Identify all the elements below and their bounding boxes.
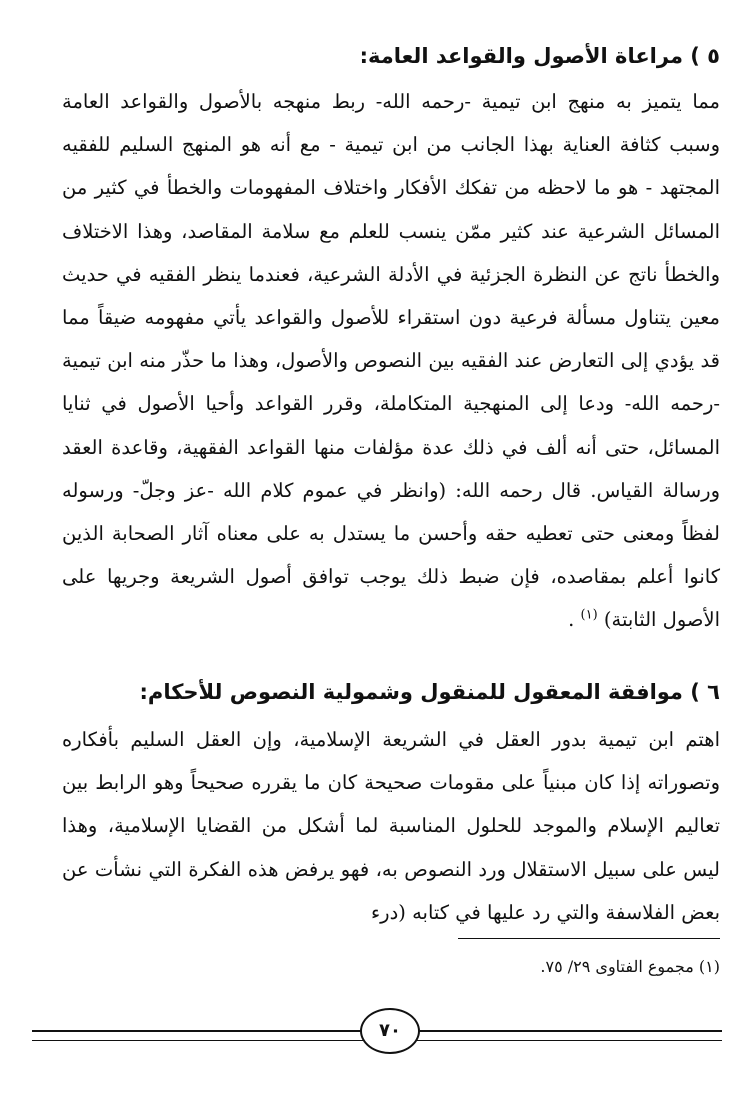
section-heading-6 xyxy=(62,670,720,714)
footnote-divider xyxy=(458,938,720,939)
section-heading-5 xyxy=(62,34,720,78)
footnote: (١) مجموع الفتاوى ٢٩/ ٧٥. xyxy=(540,957,720,976)
paragraph-text: مما يتميز به منهج ابن تيمية -رحمه الله- ربط منهجه بالأصول والقواعد العامة وسبب كثافة العناية بهذا الجانب من ابن تيمية - مع أنه هو المنهج السليم للفقيه المجتهد - هو ما لاحظه من تفكك الأفكار واختلاف المفهومات والخطأ في كثير من المسائل الشرعية عند كثير ممّن ينسب للعلم مع سلامة المقاصد، وهذا الاختلاف والخطأ ناتج عن النظرة الجزئية في الأدلة الشرعية، فعندما ينظر الفقيه في حديث معين يتناول مسألة فرعية دون استقراء للأصول والقواعد يأتي مفهومه ضيقاً مما قد يؤدي إلى التعارض عند الفقيه بين النصوص والأصول، وهذا ما حذّر منه ابن تيمية -رحمه الله- ودعا إلى المنهجية المتكاملة، وقرر القواعد وأحيا الأصول في ثنايا المسائل، حتى أنه ألف في ذلك عدة مؤلفات منها القواعد الفقهية، وقاعدة العقد ورسالة القياس. قال رحمه الله: (وانظر في عموم كلام الله -عز وجلّ- ورسوله لفظاً ومعنى حتى تعطيه حقه وأحسن ما يستدل به على معناه آثار الصحابة الذين كانوا أعلم بمقاصده، فإن ضبط ذلك يوجب توافق أصول الشريعة وجريها على الأصول الثابتة) xyxy=(62,90,720,632)
footnote-reference[interactable]: (١) xyxy=(580,607,598,623)
page-number: ٧٠ xyxy=(379,1020,401,1041)
paragraph-end-mark: . xyxy=(568,608,575,632)
book-page xyxy=(62,30,720,1090)
section-title: ) مراعاة الأصول والقواعد العامة: xyxy=(359,44,700,68)
body-paragraph-2 xyxy=(62,718,720,934)
section-title: ) موافقة المعقول للمنقول وشمولية النصوص للأحكام: xyxy=(139,680,700,704)
body-paragraph-1 xyxy=(62,80,720,642)
page-number-oval xyxy=(360,1008,420,1054)
section-number: ٦ xyxy=(707,680,720,704)
section-number: ٥ xyxy=(707,44,720,68)
paragraph-text: اهتم ابن تيمية بدور العقل في الشريعة الإسلامية، وإن العقل السليم بأفكاره وتصوراته إذا كان مبنياً على مقومات صحيحة كان ما يقرره صحيحاً وهو الرابط بين تعاليم الإسلام والموجد للحلول المناسبة لما أشكل من القضايا الإسلامية، وهذا ليس على سبيل الاستقلال ورد النصوص به، فهو يرفض هذه الفكرة التي نشأت عن بعض الفلاسفة والتي رد عليها في كتابه (درء xyxy=(62,728,720,924)
